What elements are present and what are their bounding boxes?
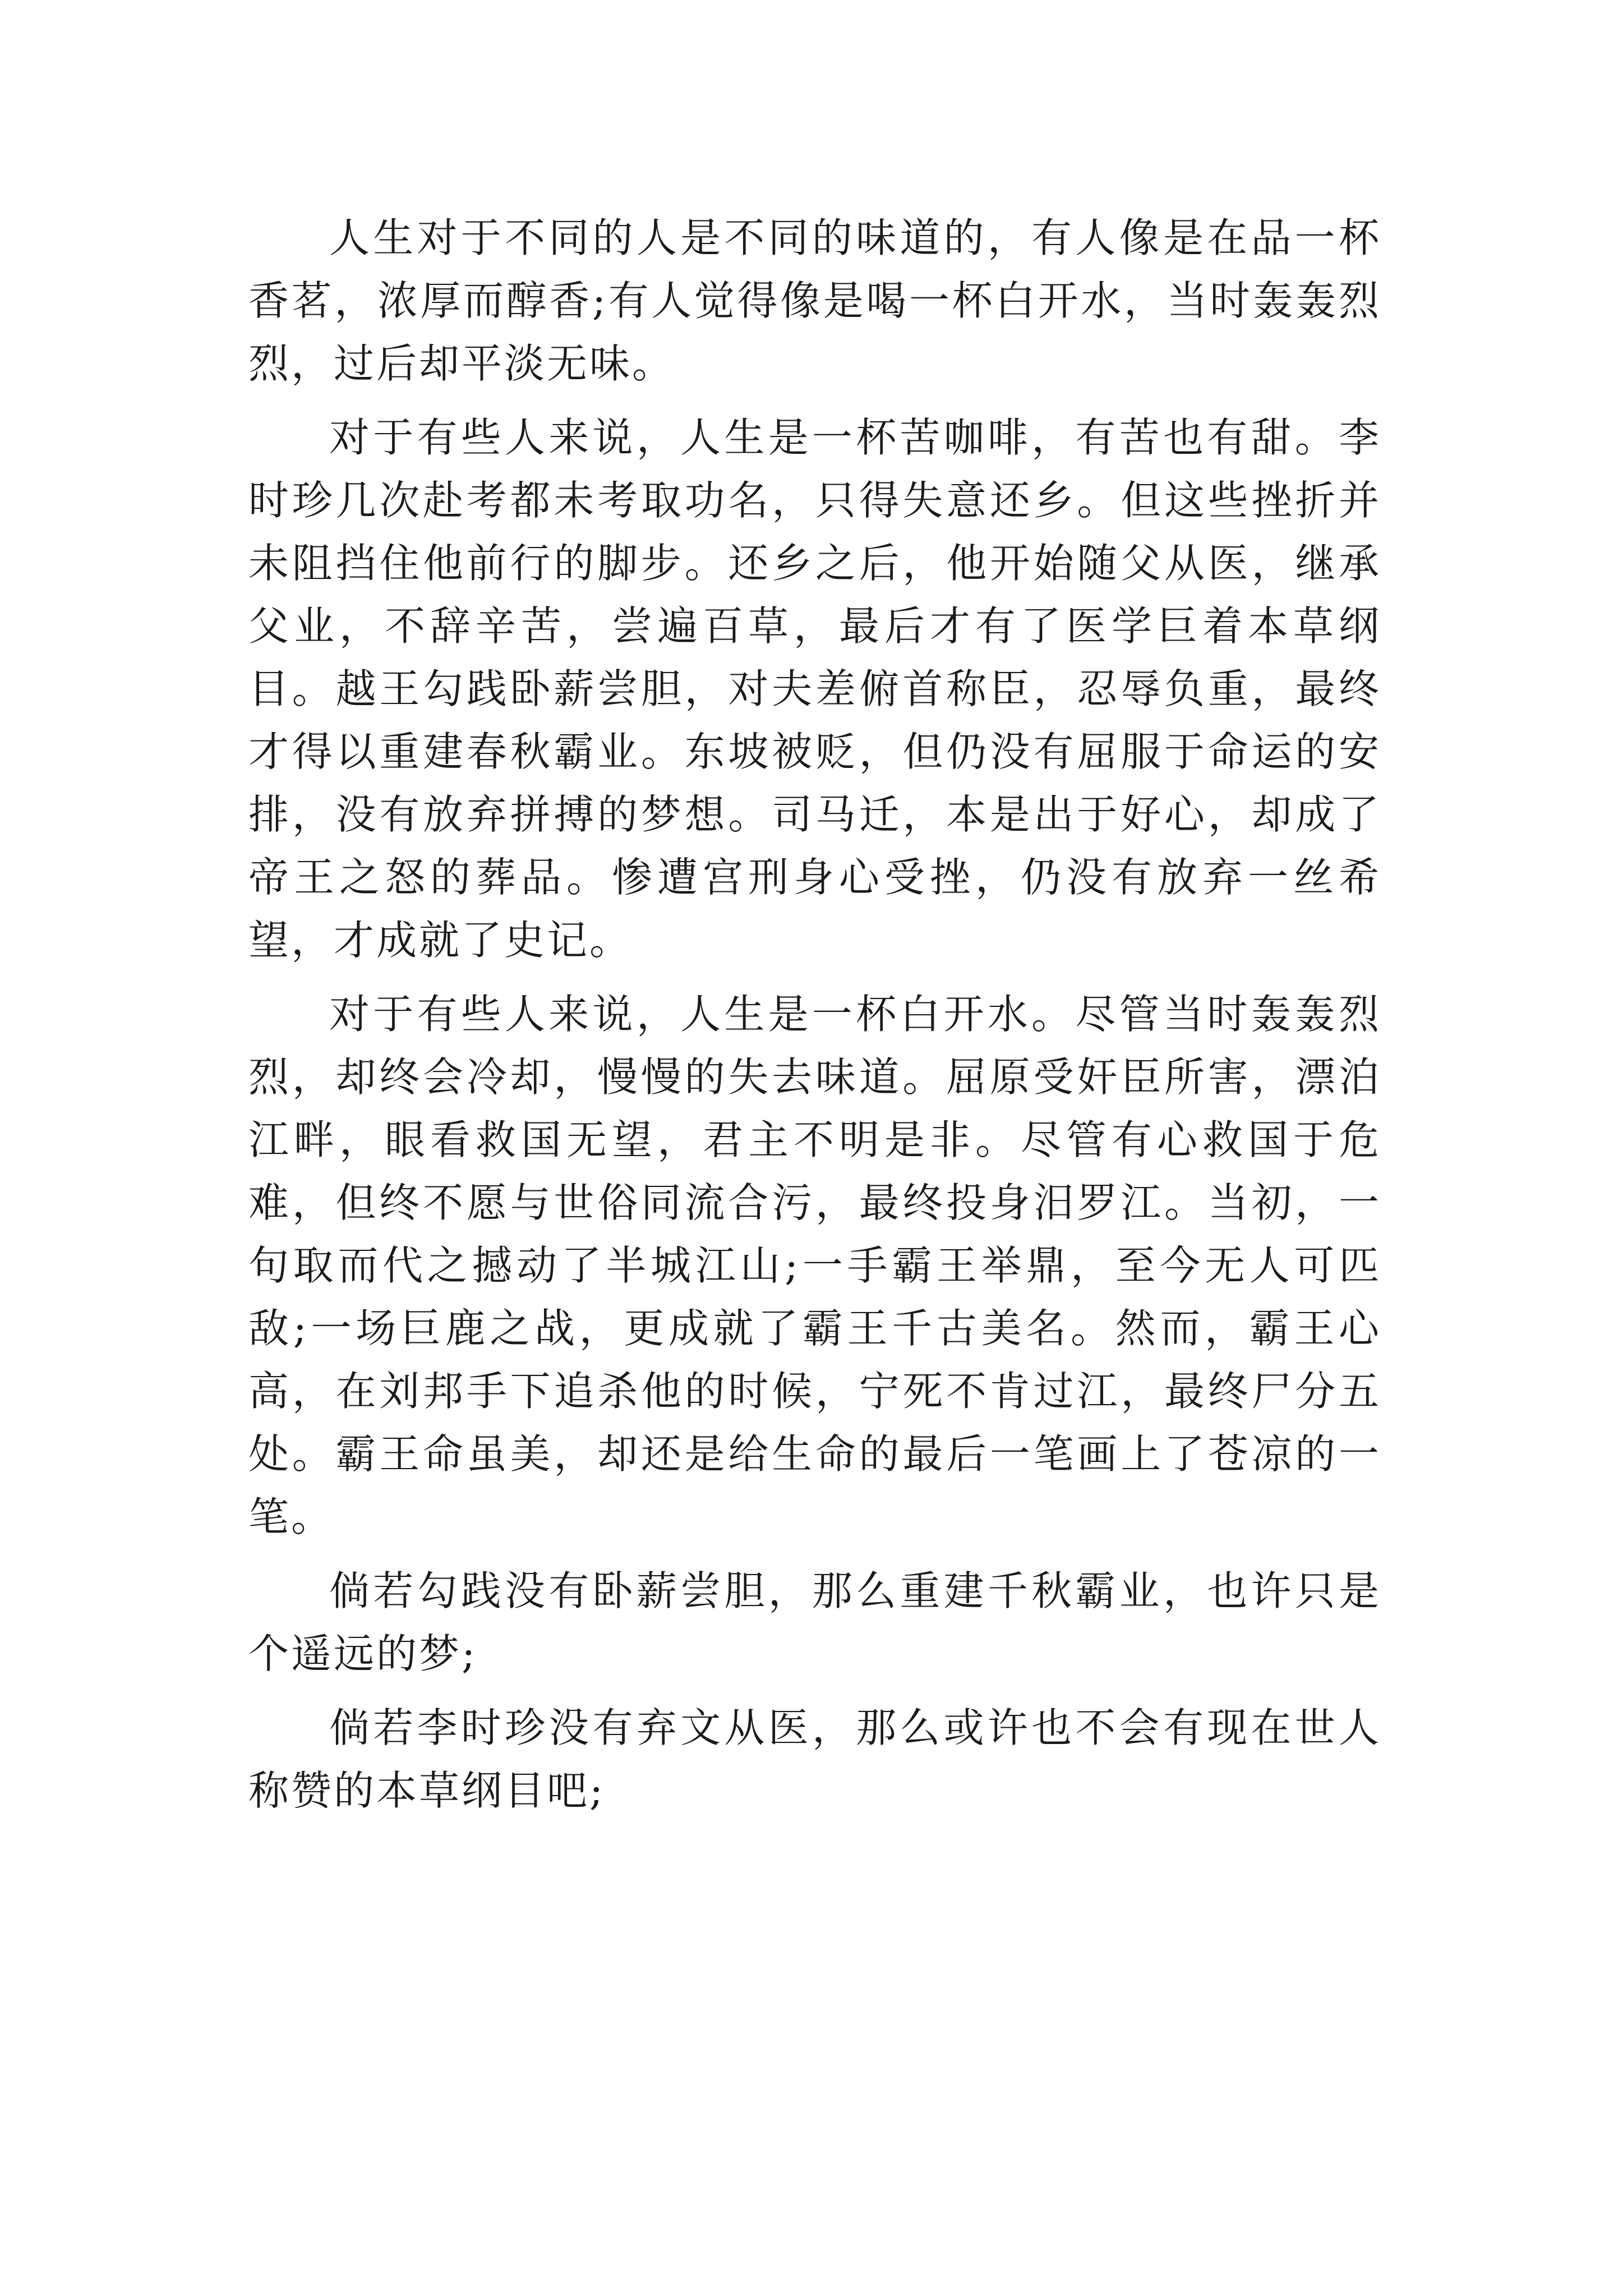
document-body bbox=[248, 206, 1381, 1833]
paragraph: 倘若勾践没有卧薪尝胆，那么重建千秋霸业，也许只是个遥远的梦; bbox=[248, 1567, 1381, 1677]
paragraph: 对于有些人来说，人生是一杯苦咖啡，有苦也有甜。李时珍几次赴考都未考取功名，只得失意还乡。但这些挫折并未阻挡住他前行的脚步。还乡之后，他开始随父从医，继承父业，不辞辛苦，尝遍百草，最后才有了医学巨着本草纲目。越王勾践卧薪尝胆，对夫差俯首称臣，忍辱负重，最终才得以重建春秋霸业。东坡被贬，但仍没有屈服于命运的安排，没有放弃拼搏的梦想。司马迁，本是出于好心，却成了帝王之怒的葬品。惨遭宫刑身心受挫，仍没有放弃一丝希望，才成就了史记。 bbox=[248, 414, 1381, 964]
paragraph: 对于有些人来说，人生是一杯白开水。尽管当时轰轰烈烈，却终会冷却，慢慢的失去味道。屈原受奸臣所害，漂泊江畔，眼看救国无望，君主不明是非。尽管有心救国于危难，但终不愿与世俗同流合污，最终投身汨罗江。当初，一句取而代之撼动了半城江山;一手霸王举鼎，至今无人可匹敌;一场巨鹿之战，更成就了霸王千古美名。然而，霸王心高，在刘邦手下追杀他的时候，宁死不肯过江，最终尸分五处。霸王命虽美，却还是给生命的最后一笔画上了苍凉的一笔。 bbox=[248, 991, 1381, 1540]
paragraph: 倘若李时珍没有弃文从医，那么或许也不会有现在世人称赞的本草纲目吧; bbox=[248, 1704, 1381, 1814]
paragraph: 人生对于不同的人是不同的味道的，有人像是在品一杯香茗，浓厚而醇香;有人觉得像是喝一杯白开水，当时轰轰烈烈，过后却平淡无味。 bbox=[248, 214, 1381, 387]
